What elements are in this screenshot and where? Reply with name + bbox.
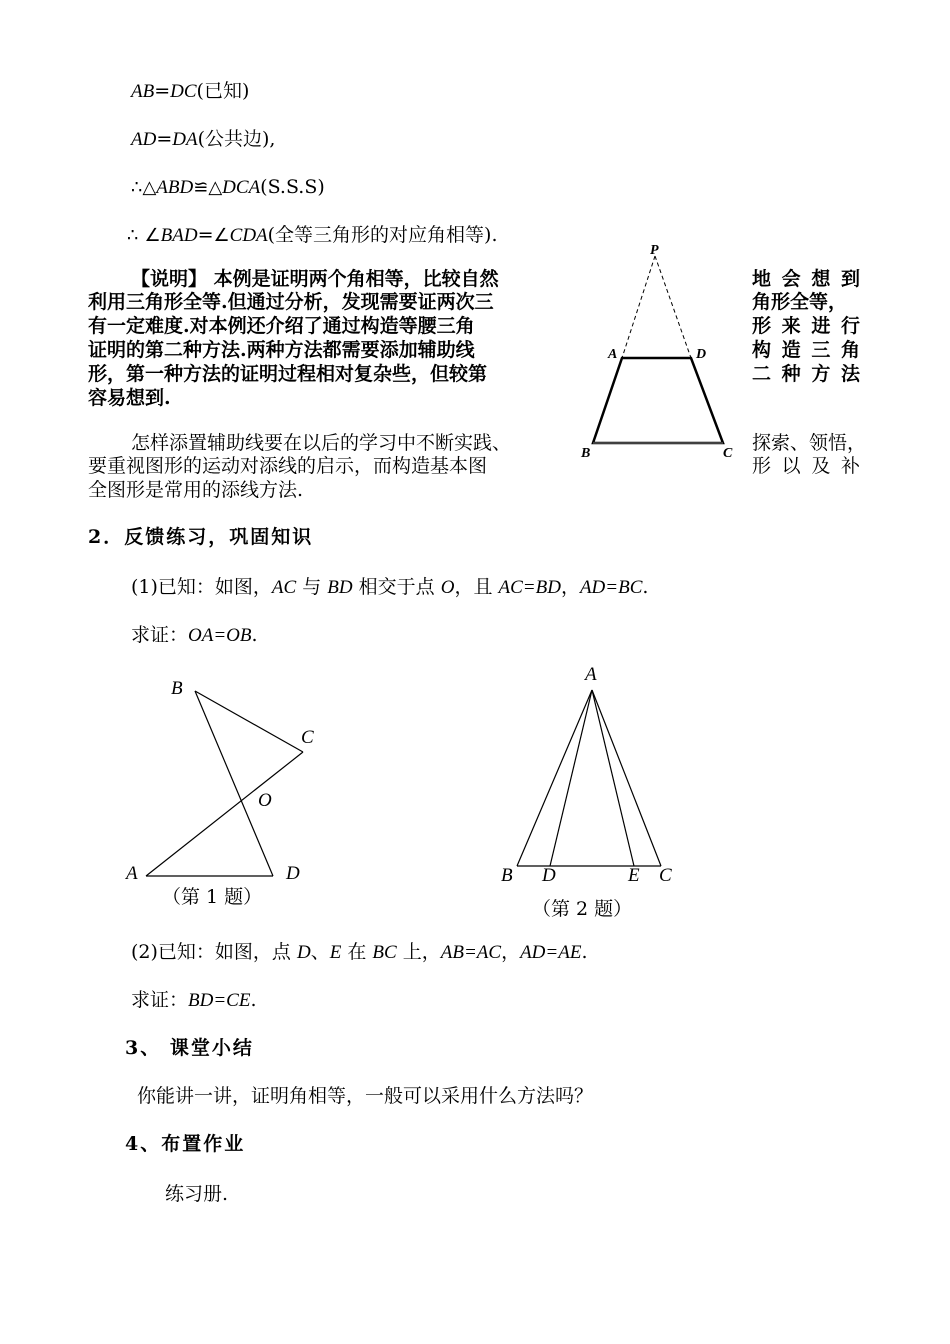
note-row-right: 二种方法 xyxy=(752,363,860,385)
connector-text: 与 xyxy=(296,576,328,598)
therefore-symbol: ∴ xyxy=(127,225,139,246)
period: . xyxy=(642,576,649,598)
label-a: A xyxy=(585,664,597,685)
equals-sign: = xyxy=(154,80,171,102)
triangle-abd: ABD xyxy=(156,177,194,198)
segment-bc: BC xyxy=(372,942,397,963)
period: . xyxy=(251,624,258,646)
label-b: B xyxy=(171,678,183,699)
segment-ad: AD xyxy=(131,129,157,150)
note-row: 形，第一种方法的证明过程相对复杂些，但较第 xyxy=(88,363,488,385)
note-row: 有一定难度.对本例还介绍了通过构造等腰三角 xyxy=(88,315,475,337)
congruent-symbol: ≌ xyxy=(193,177,209,198)
advice-row: 全图形是常用的添线方法. xyxy=(88,479,304,501)
prove-prefix: 求证： xyxy=(131,989,189,1011)
label-b: B xyxy=(581,446,591,461)
segment-ac: AC xyxy=(271,577,297,598)
point-o: O xyxy=(440,577,455,598)
equation-oa-ob: OA=OB xyxy=(188,625,252,646)
label-d: D xyxy=(286,863,300,883)
section-3-body: 你能讲一讲，证明角相等，一般可以采用什么方法吗？ xyxy=(137,1085,594,1107)
advice-row-right: 探索、领悟， xyxy=(752,432,867,454)
reason-text: (S.S.S) xyxy=(260,176,325,198)
angle-symbol: ∠ xyxy=(144,225,161,246)
equation-ad-ae: AD=AE xyxy=(520,942,582,963)
label-e: E xyxy=(628,865,640,886)
separator: ， xyxy=(501,941,521,963)
dashed-line-pd xyxy=(655,256,691,358)
segment-bd-line xyxy=(195,691,273,876)
section-4-body: 练习册. xyxy=(165,1183,229,1205)
separator: 、 xyxy=(310,941,330,963)
note-row: 利用三角形全等.但通过分析，发现需要证两次三 xyxy=(88,291,494,313)
note-row-right: 角形全等， xyxy=(752,291,848,313)
proof-line-3 xyxy=(131,176,325,199)
triangle-dca: DCA xyxy=(222,177,261,198)
proof-line-4 xyxy=(127,224,498,247)
dashed-line-pa xyxy=(622,256,655,358)
exercise-2-given xyxy=(131,941,588,964)
equation-ad-bc: AD=BC xyxy=(579,577,643,598)
reason-text: (已知) xyxy=(196,80,250,102)
point-e: E xyxy=(329,942,342,963)
segment-ab: AB xyxy=(131,81,155,102)
period: . xyxy=(581,941,588,963)
triangle-symbol: △ xyxy=(208,177,223,198)
equation-bd-ce: BD=CE xyxy=(188,990,251,1011)
figure-1-caption: （第 1 题） xyxy=(162,886,263,908)
note-row: 【说明】 本例是证明两个角相等，比较自然 xyxy=(131,268,499,290)
figure-2-caption: （第 2 题） xyxy=(532,898,633,920)
note-row-right: 地会想到 xyxy=(752,268,860,290)
reason-text: (公共边), xyxy=(197,128,276,150)
trapezoid-abcd xyxy=(593,358,723,443)
exercise-2-prove xyxy=(131,989,257,1012)
therefore-symbol: ∴ xyxy=(131,177,143,198)
label-b: B xyxy=(501,865,513,886)
segment-ac-line xyxy=(592,690,661,866)
label-c: C xyxy=(301,727,314,748)
proof-line-1 xyxy=(131,80,249,103)
label-d: D xyxy=(542,865,556,886)
section-3-heading: 3、 课堂小结 xyxy=(125,1037,254,1059)
figure-1 xyxy=(115,668,325,883)
angle-bad: BAD xyxy=(160,225,198,246)
reason-text: (全等三角形的对应角相等). xyxy=(267,224,498,246)
angle-symbol: ∠ xyxy=(213,225,230,246)
note-row: 证明的第二种方法.两种方法都需要添加辅助线 xyxy=(88,339,475,361)
equals-sign: = xyxy=(156,128,173,150)
note-row: 容易想到. xyxy=(88,387,171,409)
separator: ， xyxy=(560,576,580,598)
connector-text: 在 xyxy=(341,941,373,963)
label-o: O xyxy=(258,790,272,811)
segment-da: DA xyxy=(172,129,198,150)
connector-text: 上， xyxy=(396,941,441,963)
label-a: A xyxy=(126,863,138,883)
segment-bd: BD xyxy=(327,577,353,598)
figure-2 xyxy=(495,660,695,890)
label-c: C xyxy=(659,865,672,886)
point-d: D xyxy=(296,942,311,963)
triangle-symbol: △ xyxy=(142,177,157,198)
given-prefix: (1)已知：如图， xyxy=(131,576,272,598)
segment-dc: DC xyxy=(170,81,197,102)
equals-sign: = xyxy=(197,224,214,246)
prove-prefix: 求证： xyxy=(131,624,189,646)
connector-text: 相交于点 xyxy=(352,576,441,598)
connector-text: ，且 xyxy=(454,576,499,598)
section-2-heading: 2．反馈练习，巩固知识 xyxy=(88,526,314,548)
advice-row: 要重视图形的运动对添线的启示，而构造基本图 xyxy=(88,455,488,477)
note-row-right: 构造三角 xyxy=(752,339,860,361)
given-prefix: (2)已知：如图，点 xyxy=(131,941,297,963)
label-c: C xyxy=(723,446,733,461)
label-p: P xyxy=(650,243,659,258)
period: . xyxy=(250,989,257,1011)
exercise-1-prove xyxy=(131,624,258,647)
advice-row: 怎样添置辅助线要在以后的学习中不断实践、 xyxy=(131,432,512,454)
segment-ab-line xyxy=(517,690,592,866)
segment-ae-line xyxy=(592,690,634,866)
trapezoid-figure xyxy=(570,238,750,468)
equation-ac-bd: AC=BD xyxy=(498,577,561,598)
exercise-1-given xyxy=(131,576,648,599)
segment-bc-line xyxy=(195,691,303,752)
label-a: A xyxy=(608,347,618,362)
segment-ad-line xyxy=(550,690,592,866)
note-row-right: 形来进行 xyxy=(752,315,860,337)
segment-ca-line xyxy=(146,752,303,876)
label-d: D xyxy=(696,347,707,362)
advice-row-right: 形以及补 xyxy=(752,455,860,477)
angle-cda: CDA xyxy=(229,225,268,246)
section-4-heading: 4、布置作业 xyxy=(125,1133,246,1155)
proof-line-2 xyxy=(131,128,275,151)
equation-ab-ac: AB=AC xyxy=(440,942,502,963)
